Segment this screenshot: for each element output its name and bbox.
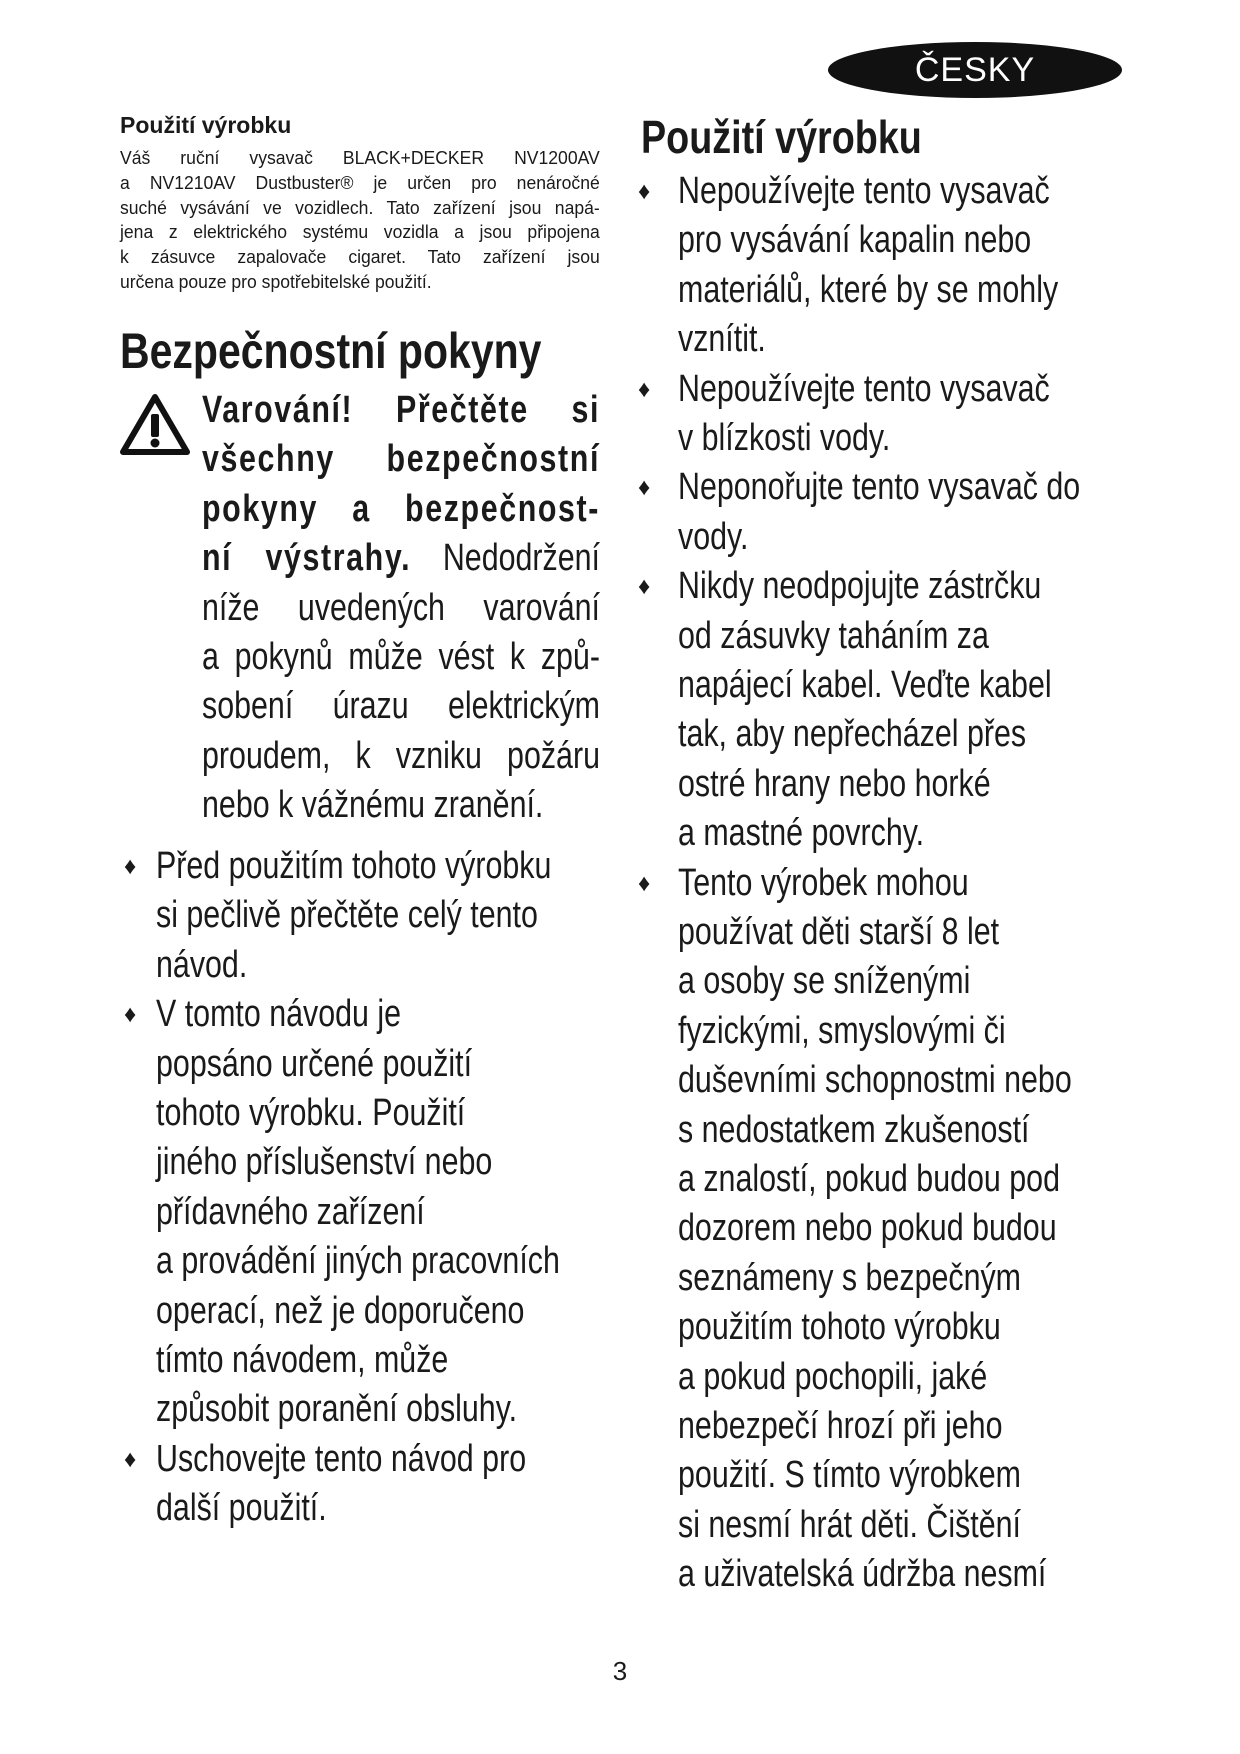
- diamond-bullet-icon: ♦: [124, 1001, 137, 1029]
- bullet-line: tohoto výrobku. Použití: [156, 1092, 466, 1134]
- bullet-line: Neponořujte tento vysavač do: [678, 466, 1081, 509]
- bullet-line: vody.: [678, 515, 749, 558]
- bullet-line: Uschovejte tento návod pro: [156, 1437, 527, 1480]
- warning-line: [202, 584, 600, 633]
- warning-bold-text: pokyny a bezpečnost-: [202, 487, 600, 530]
- bullet-line: Nepoužívejte tento vysavač: [678, 367, 1050, 410]
- bullet-line: pro vysávání kapalin nebo: [678, 219, 1032, 262]
- bullet-line: fyzickými, smyslovými či: [678, 1009, 1006, 1052]
- warning-bold-text: Varování! Přečtěte si: [202, 389, 600, 431]
- paragraph-line: suché vysávání ve vozidlech. Tato zařízení jsou napá-: [120, 196, 600, 218]
- bullet-line: použitím tohoto výrobku: [678, 1306, 1001, 1349]
- bullet-line: Před použitím tohoto výrobku: [156, 845, 552, 887]
- usage-heading: Použití výrobku: [641, 111, 922, 163]
- bullet-line: popsáno určené použití: [156, 1042, 473, 1085]
- bullet-line: napájecí kabel. Veďte kabel: [678, 664, 1052, 706]
- warning-triangle-icon: [119, 392, 191, 456]
- bullet-line: V tomto návodu je: [156, 993, 402, 1036]
- warning-line: [202, 781, 600, 830]
- diamond-bullet-icon: ♦: [638, 869, 651, 897]
- warning-line: [202, 485, 600, 534]
- warning-normal-text: a pokynů může vést k způ-: [202, 636, 600, 678]
- diamond-bullet-icon: ♦: [638, 178, 651, 205]
- bullet-line: operací, než je doporučeno: [156, 1289, 525, 1332]
- bullet-line: v blízkosti vody.: [678, 417, 891, 459]
- bullet-line: tímto návodem, může: [156, 1339, 449, 1381]
- warning-bold-text: všechny bezpečnostní: [202, 438, 600, 481]
- bullet-line: a uživatelská údržba nesmí: [678, 1553, 1047, 1596]
- bullet-line: přídavného zařízení: [156, 1190, 425, 1233]
- warning-line: [202, 435, 600, 484]
- diamond-bullet-icon: ♦: [124, 853, 137, 880]
- bullet-line: a znalostí, pokud budou pod: [678, 1158, 1060, 1200]
- paragraph-line: určena pouze pro spotřebitelské použití.: [120, 271, 432, 292]
- safety-heading: Bezpečnostní pokyny: [120, 323, 542, 379]
- warning-normal-text: proudem, k vzniku požáru: [202, 734, 600, 777]
- bullet-line: seznámeny s bezpečným: [678, 1256, 1022, 1299]
- bullet-line: Nepoužívejte tento vysavač: [678, 170, 1050, 212]
- warning-line: [202, 386, 600, 435]
- bullet-line: návod.: [156, 943, 248, 986]
- warning-normal-text: nebo k vážnému zranění.: [202, 784, 544, 827]
- warning-line: [202, 732, 600, 781]
- warning-normal-text: sobení úrazu elektrickým: [202, 685, 600, 728]
- bullet-line: jiného příslušenství nebo: [156, 1141, 493, 1184]
- bullet-line: s nedostatkem zkušeností: [678, 1108, 1030, 1151]
- paragraph-line: k zásuvce zapalovače cigaret. Tato zařízení jsou: [120, 246, 600, 268]
- bullet-line: použití. S tímto výrobkem: [678, 1454, 1021, 1497]
- bullet-line: Nikdy neodpojujte zástrčku: [678, 565, 1042, 608]
- warning-line: [202, 633, 600, 682]
- bullet-line: ostré hrany nebo horké: [678, 762, 991, 805]
- warning-normal-text: níže uvedených varování: [202, 586, 600, 629]
- paragraph-line: a NV1210AV Dustbuster® je určen pro nenáročné: [120, 171, 600, 193]
- bullet-line: a provádění jiných pracovních: [156, 1240, 560, 1283]
- intro-heading: Použití výrobku: [120, 112, 292, 138]
- bullet-line: materiálů, které by se mohly: [678, 268, 1059, 311]
- paragraph-line: jena z elektrického systému vozidla a jsou připojena: [120, 221, 600, 243]
- diamond-bullet-icon: ♦: [638, 474, 651, 502]
- bullet-line: dozorem nebo pokud budou: [678, 1207, 1057, 1250]
- bullet-line: si pečlivě přečtěte celý tento: [156, 894, 538, 937]
- bullet-line: používat děti starší 8 let: [678, 911, 1000, 953]
- diamond-bullet-icon: ♦: [124, 1445, 137, 1473]
- bullet-line: způsobit poranění obsluhy.: [156, 1388, 518, 1431]
- warning-line: [202, 682, 600, 731]
- warning-normal-text: Nedodržení: [411, 537, 600, 580]
- bullet-line: a mastné povrchy.: [678, 812, 925, 855]
- bullet-line: a osoby se sníženými: [678, 960, 971, 1003]
- warning-bold-text: ní výstrahy.: [202, 537, 412, 580]
- bullet-line: další použití.: [156, 1487, 327, 1530]
- page-number: 3: [612, 1656, 628, 1686]
- diamond-bullet-icon: ♦: [638, 573, 651, 601]
- bullet-line: vznítit.: [678, 318, 766, 361]
- bullet-line: Tento výrobek mohou: [678, 861, 969, 904]
- bullet-line: si nesmí hrát děti. Čištění: [678, 1503, 1021, 1546]
- bullet-line: od zásuvky taháním za: [678, 614, 989, 657]
- language-badge: ČESKY: [828, 42, 1122, 98]
- diamond-bullet-icon: ♦: [638, 375, 651, 403]
- bullet-line: a pokud pochopili, jaké: [678, 1355, 988, 1398]
- bullet-line: duševními schopnostmi nebo: [678, 1059, 1072, 1102]
- warning-line: [202, 534, 600, 583]
- bullet-line: tak, aby nepřecházel přes: [678, 713, 1027, 756]
- paragraph-line: Váš ruční vysavač BLACK+DECKER NV1200AV: [120, 147, 600, 168]
- bullet-line: nebezpečí hrozí při jeho: [678, 1405, 1003, 1447]
